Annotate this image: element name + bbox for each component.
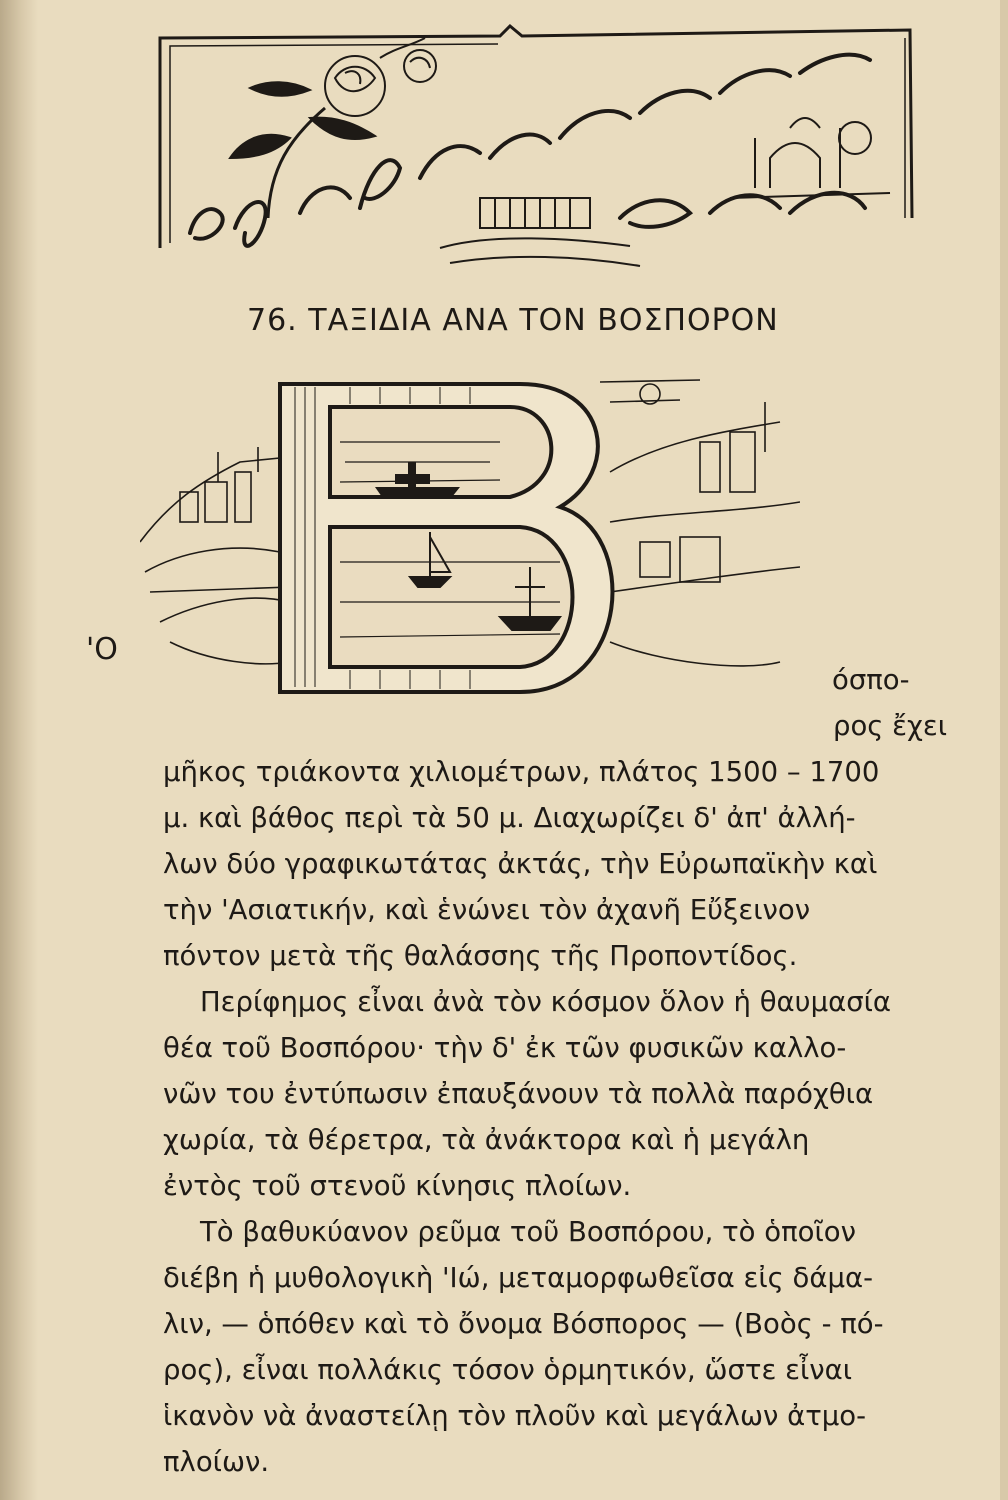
rose-ornament [230, 38, 436, 218]
text-line: πλοίων. [163, 1446, 270, 1478]
illustrated-initial [140, 362, 800, 732]
text-line: ἱκανὸν νὰ ἀναστείλῃ τὸν πλοῦν καὶ μεγάλων ἀτμο- [163, 1400, 867, 1432]
chapter-title: 76. ΤΑΞΙΔΙΑ ΑΝΑ ΤΟΝ ΒΟΣΠΟΡΟΝ [247, 303, 779, 338]
text-line: θέα τοῦ Βοσπόρου· τὴν δ' ἐκ τῶν φυσικῶν καλλο- [163, 1032, 847, 1064]
header-vignette [150, 18, 920, 278]
text-line: ρος), εἶναι πολλάκις τόσον ὁρμητικόν, ὥστε εἶναι [163, 1354, 853, 1386]
bosporus-scene [140, 362, 800, 732]
initial-prefix: 'Ο [86, 632, 118, 667]
header-illustration [150, 18, 920, 278]
page-gutter [0, 0, 38, 1500]
text-line: μ. καὶ βάθος περὶ τὰ 50 μ. Διαχωρίζει δ' ἀπ' ἀλλή- [163, 802, 856, 834]
text-line: ἐντὸς τοῦ στενοῦ κίνησις πλοίων. [163, 1170, 632, 1202]
text-line: λιν, — ὁπόθεν καὶ τὸ ὄνομα Βόσπορος — (Βοὸς - πό- [163, 1308, 884, 1340]
mosque-silhouette [730, 118, 890, 198]
text-line: χωρία, τὰ θέρετρα, τὰ ἀνάκτορα καὶ ἡ μεγάλη [163, 1124, 810, 1156]
text-line: Περίφημος εἶναι ἀνὰ τὸν κόσμον ὅλον ἡ θαυμασία [200, 986, 892, 1018]
text-line: Τὸ βαθυκύανον ρεῦμα τοῦ Βοσπόρου, τὸ ὁποῖον [200, 1216, 856, 1248]
text-line: νῶν του ἐντύπωσιν ἐπαυξάνουν τὰ πολλὰ παρόχθια [163, 1078, 874, 1110]
text-line: ρος ἔχει [833, 710, 948, 742]
text-line: όσπο- [832, 664, 910, 696]
text-line: τὴν 'Ασιατικήν, καὶ ἑνώνει τὸν ἀχανῆ Εὔξεινον [163, 894, 811, 926]
text-line: μῆκος τριάκοντα χιλιομέτρων, πλάτος 1500 – 1700 [163, 756, 880, 788]
text-line: διέβη ἡ μυθολογικὴ 'Ιώ, μεταμορφωθεῖσα εἰς δάμα- [163, 1262, 874, 1294]
temple-silhouette [440, 198, 640, 266]
page-edge [1000, 0, 1008, 1500]
text-line: πόντον μετὰ τῆς θαλάσσης τῆς Προποντίδος. [163, 940, 798, 972]
text-line: λων δύο γραφικωτάτας ἀκτάς, τὴν Εὐρωπαϊκὴν καὶ [163, 848, 878, 880]
letter-b [280, 384, 612, 692]
